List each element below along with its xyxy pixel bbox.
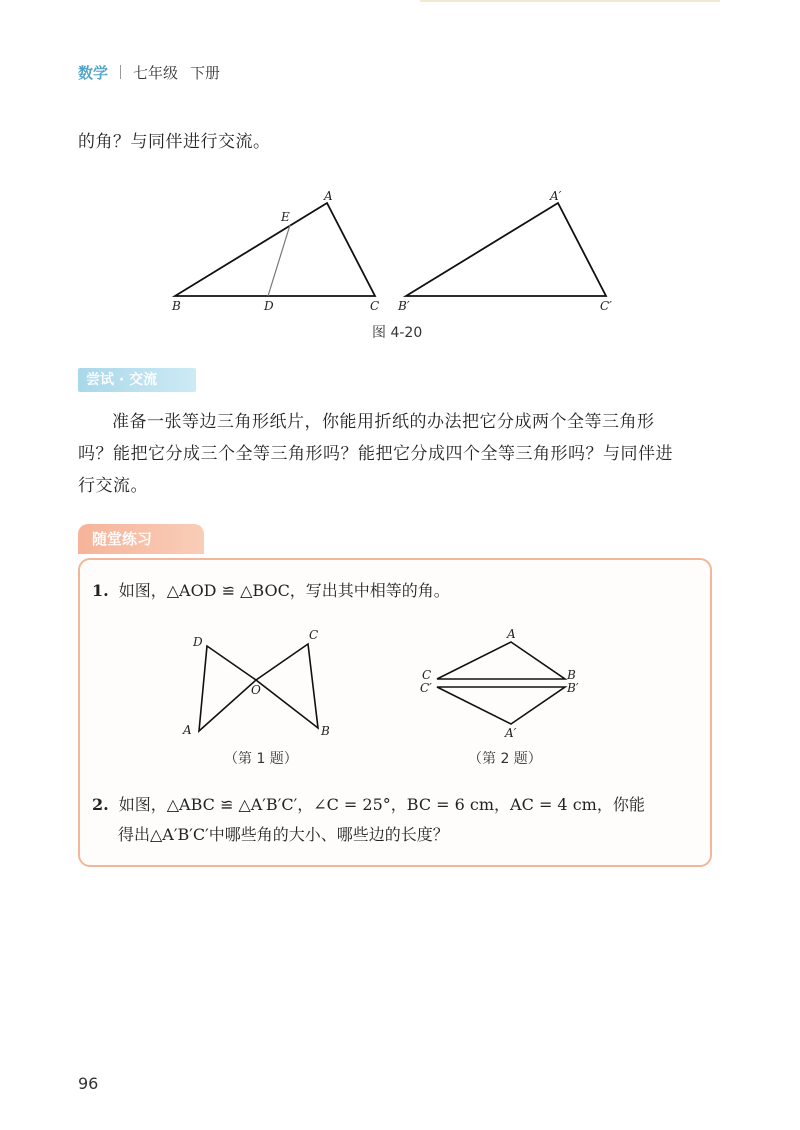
header-divider	[120, 65, 121, 79]
page-number: 96	[78, 1074, 99, 1093]
question-1	[92, 576, 450, 606]
q2-label-c: C	[422, 668, 432, 682]
question-2-caption: （第 2 题）	[468, 751, 542, 767]
label-d: D	[264, 299, 274, 313]
try-line-3: 行交流。	[78, 476, 148, 496]
label-b: B	[172, 299, 181, 313]
label-e: E	[281, 210, 290, 224]
triangle-a2b2c2	[437, 687, 565, 724]
q1-label-o: O	[251, 683, 261, 697]
question-1-figure	[175, 625, 335, 745]
question-2-number: 2.	[92, 795, 109, 814]
triangle-abc	[437, 642, 565, 679]
triangle-abc	[175, 203, 375, 296]
q2-label-a: A	[507, 627, 516, 641]
label-b-prime: B′	[398, 299, 410, 313]
triangle-aod	[199, 646, 256, 731]
top-decoration-line	[420, 0, 720, 2]
question-1-caption: （第 1 题）	[224, 751, 298, 767]
header-grade: 七年级	[133, 63, 179, 82]
q2-label-a-prime: A′	[505, 726, 517, 740]
q1-label-d: D	[193, 635, 203, 649]
q1-label-a: A	[183, 723, 192, 737]
question-2	[92, 790, 645, 820]
figure-4-20	[160, 185, 640, 315]
label-a-prime: A′	[550, 189, 562, 203]
header-subject: 数学	[78, 63, 109, 82]
page-header	[78, 60, 220, 84]
header-book: 下册	[190, 63, 221, 82]
try-section-tag: 尝试 · 交流	[78, 368, 196, 392]
q2-label-c-prime: C′	[420, 681, 432, 695]
label-c-prime: C′	[600, 299, 612, 313]
q1-label-b: B	[321, 724, 330, 738]
question-2-figure	[415, 625, 595, 745]
question-1-text: 如图，△AOD ≌ △BOC，写出其中相等的角。	[118, 581, 450, 600]
question-2-line-1: 如图，△ABC ≌ △A′B′C′，∠C = 25°，BC = 6 cm，AC = 4 cm，你能	[118, 795, 645, 814]
label-a: A	[324, 189, 333, 203]
practice-tag: 随堂练习	[78, 524, 204, 554]
q1-label-c: C	[309, 628, 319, 642]
question-2-line-2: 得出△A′B′C′中哪些角的大小、哪些边的长度？	[118, 825, 449, 844]
figure-caption: 图 4-20	[372, 325, 423, 341]
triangle-a2b2c2	[406, 203, 606, 296]
try-line-1: 准备一张等边三角形纸片，你能用折纸的办法把它分成两个全等三角形	[112, 412, 655, 432]
intro-line: 的角？与同伴进行交流。	[78, 132, 271, 152]
question-1-number: 1.	[92, 581, 109, 600]
q2-label-b: B	[567, 668, 576, 682]
triangle-boc	[256, 644, 318, 728]
label-c: C	[370, 299, 380, 313]
q2-label-b-prime: B′	[567, 681, 579, 695]
try-line-2: 吗？能把它分成三个全等三角形吗？能把它分成四个全等三角形吗？与同伴进	[78, 444, 673, 464]
segment-de	[268, 225, 290, 296]
